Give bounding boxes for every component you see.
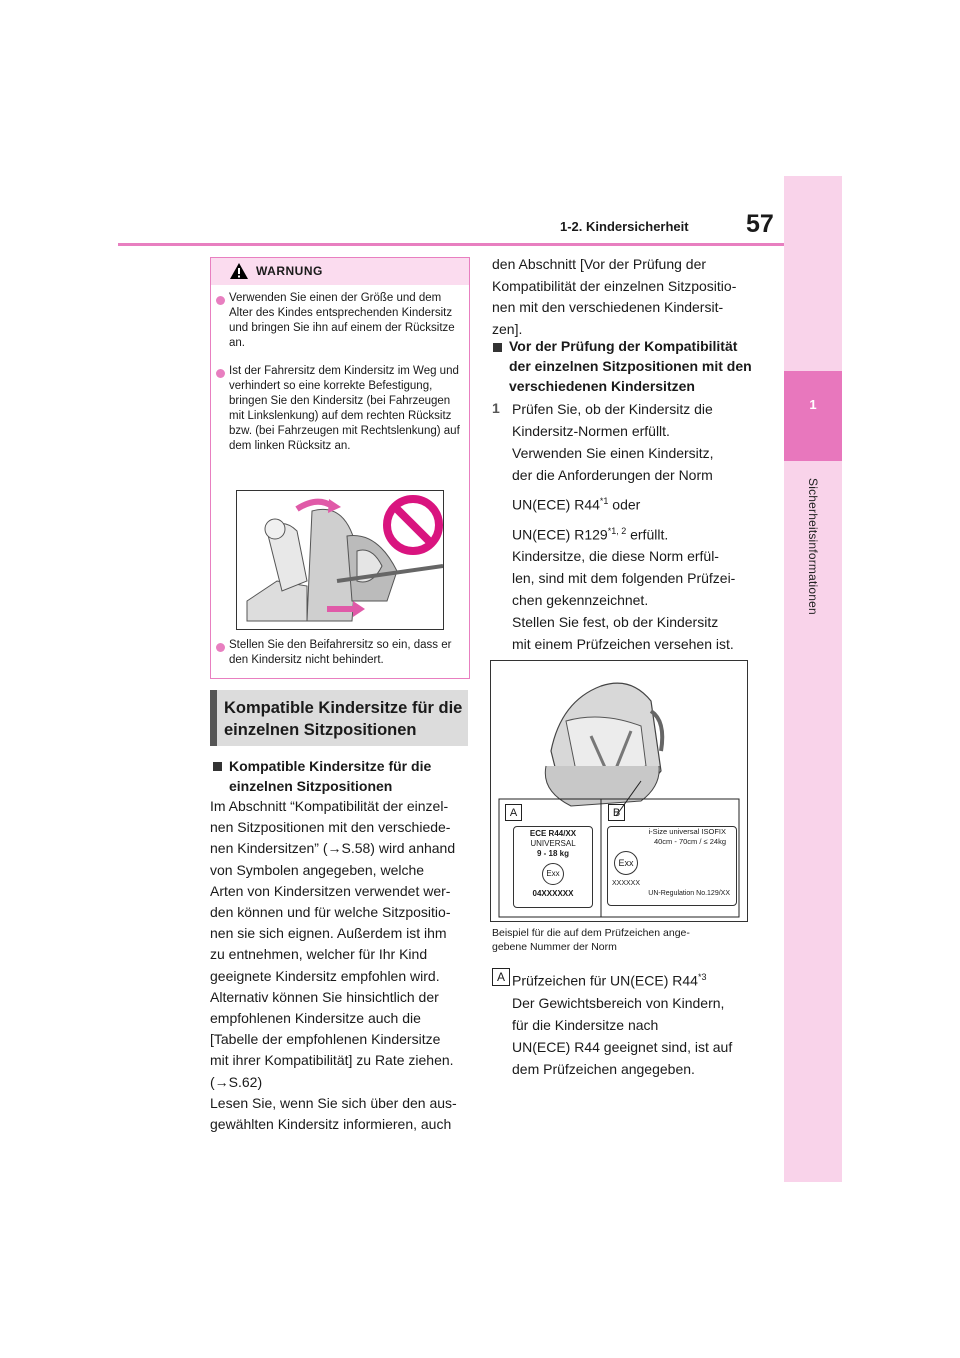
illustration-caption: Beispiel für die auf dem Prüfzeichen ange- gebene Nummer der Norm [492,927,690,953]
approval-label-illustration [490,660,748,922]
warning-item-3: Stellen Sie den Beifahrersitz so ein, dass er den Kindersitz nicht behindert. [229,639,452,666]
warning-header [211,258,469,285]
square-bullet-icon [493,343,502,352]
chapter-tab-bar [784,176,842,1182]
warning-item-1: Verwenden Sie einen der Größe und dem Alter des Kindes entsprechenden Kindersitz und bringen Sie ihn auf einem der Rücksitze an. [229,292,455,349]
step-number: 1 [492,400,500,416]
chapter-label: Sicherheitsinformationen [806,478,820,615]
label-b-marker: B [608,804,625,821]
bullet-icon [216,643,225,652]
chapter-number: 1 [809,397,817,412]
section-heading-accent [210,690,217,746]
r129-line: UN(ECE) R129$^{*1, 2}$ erfüllt. [512,525,669,543]
left-sub-heading: Kompatible Kindersitze für die einzelnen Sitzpositionen [229,758,432,794]
warning-title: WARNUNG [256,264,323,278]
header-rule [118,243,784,246]
seal-b: i-Size universal ISOFIX 40cm - 70cm / ≤ 24kg Exx XXXXXX UN-Regulation No.129/XX [607,826,737,906]
e-mark-icon: Exx [614,851,638,875]
right-sub-heading: Vor der Prüfung der Kompatibilität der einzelnen Sitzpositionen mit den verschiedenen Kindersitzen [509,338,752,394]
step-text: Prüfen Sie, ob der Kindersitz die Kindersitz-Normen erfüllt. Verwenden Sie einen Kindersitz, der die Anforderungen der Norm UN(ECE) R44$^{*1}$ oder UN(ECE) R129$^{*1, 2}$ erfüllt. Kindersitze, die diese Norm erfül- len, sind mit dem folgenden Prüfzei- chen gekennzeichnet. Stellen Sie fest, ob der Kindersitz mit einem Prüfzeichen versehen ist. [512,398,757,655]
page-number: 57 [746,210,774,238]
warning-item-2: Ist der Fahrersitz dem Kindersitz im Weg und verhindert so eine korrekte Befestigung, bringen Sie den Kindersitz (bei Fahrzeugen mit Linkslenkung) auf dem rechten Rücksitz bzw. (bei Fahrzeugen mit Rechtslenkung) auf dem linken Rücksitz an. [229,365,460,452]
left-body: Im Abschnitt “Kompatibilität der einzel- nen Sitzpositionen mit den verschiede- nen Kindersitzen” (→S.58) wird anhand von Symbolen angegeben, welche Arten von Kindersitzen verwendet wer- den können und für welche Sitzpositio- nen sie sich eignen. Außerdem ist ihm zu entnehmen, welcher für Ihr Kind geeignete Kindersitz empfohlen wird. Alternativ können Sie hinsichtlich der empfohlenen Kindersitze auch die [Tabelle der empfohlenen Kindersitze mit ihrer Kompatibilität] zu Rate ziehen. (→S.62) Lesen Sie, wenn Sie sich über den aus- gewählten Kindersitz informieren, auch [210,798,457,1133]
item-a-text: Prüfzeichen für UN(ECE) R44$^{*3}$ Der Gewichtsbereich von Kindern, für die Kindersitze nach UN(ECE) R44 geeignet sind, ist auf dem Prüfzeichen angegeben. [512,966,757,1080]
item-a-marker: A [492,968,510,986]
item-a-title: Prüfzeichen für UN(ECE) R44$^{*3}$ [512,972,707,989]
bullet-icon [216,296,225,305]
square-bullet-icon [213,762,222,771]
warning-triangle-icon [229,262,249,280]
chapter-tab-active[interactable] [784,371,842,461]
section-title: 1-2. Kindersicherheit [560,219,689,234]
child-seat-warning-illustration [236,490,444,630]
right-intro: den Abschnitt [Vor der Prüfung der Kompatibilität der einzelnen Sitzpositio- nen mit den verschiedenen Kindersit- zen]. [492,256,737,337]
bullet-icon [216,369,225,378]
r44-line: UN(ECE) R44$^{*1}$ oder [512,496,641,513]
section-heading: Kompatible Kindersitze für die einzelnen Sitzpositionen [224,699,463,739]
e-mark-icon: Exx [542,863,564,885]
label-a-marker: A [505,804,522,821]
seal-a: ECE R44/XX UNIVERSAL 9 - 18 kg Exx 04XXXXXX [513,826,593,908]
